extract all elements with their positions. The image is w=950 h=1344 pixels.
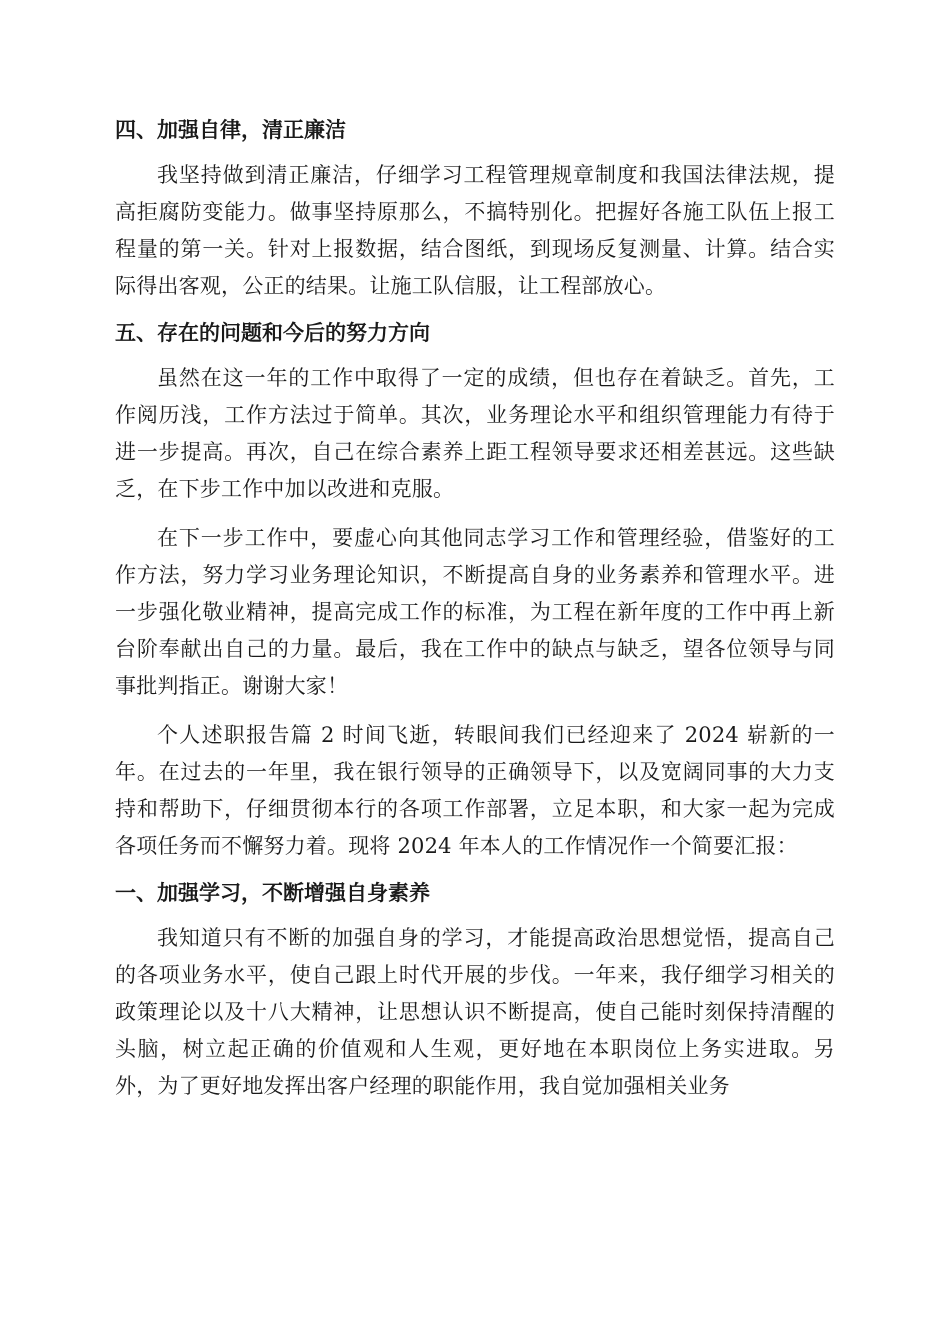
section-heading-4: 四、加强自律，清正廉洁: [115, 118, 346, 142]
paragraph-integrity: 我坚持做到清正廉洁，仔细学习工程管理规章制度和我国法律法规，提高拒腐防变能力。做事坚持原那么，不搞特别化。把握好各施工队伍上报工程量的第一关。针对上报数据，结合图纸，到现场反复测量、计算。结合实际得出客观，公正的结果。让施工队信服，让工程部放心。: [115, 163, 835, 298]
paragraph-report-2-intro: 个人述职报告篇 2 时间飞逝，转眼间我们已经迎来了 2024 崭新的一年。在过去的一年里，我在银行领导的正确领导下，以及宽阔同事的大力支持和帮助下，仔细贯彻本行的各项工作部署，立足本职，和大家一起为完成各项任务而不懈努力着。现将 2024 年本人的工作情况作一个简要汇报：: [115, 723, 835, 858]
paragraph-learning: 我知道只有不断的加强自身的学习，才能提高政治思想觉悟，提高自己的各项业务水平，使自己跟上时代开展的步伐。一年来，我仔细学习相关的政策理论以及十八大精神，让思想认识不断提高，使自己能时刻保持清醒的头脑，树立起正确的价值观和人生观，更好地在本职岗位上务实进取。另外，为了更好地发挥出客户经理的职能作用，我自觉加强相关业务: [115, 926, 835, 1098]
document-page: [115, 110, 835, 1105]
paragraph-future-direction: 在下一步工作中，要虚心向其他同志学习工作和管理经验，借鉴好的工作方法，努力学习业务理论知识，不断提高自身的业务素养和管理水平。进一步强化敬业精神，提高完成工作的标准，为工程在新年度的工作中再上新台阶奉献出自己的力量。最后，我在工作中的缺点与缺乏，望各位领导与同事批判指正。谢谢大家！: [115, 526, 835, 698]
section-heading-5: 五、存在的问题和今后的努力方向: [115, 321, 430, 345]
section-heading-report2-1: 一、加强学习，不断增强自身素养: [115, 881, 430, 905]
paragraph-problems: 虽然在这一年的工作中取得了一定的成绩，但也存在着缺乏。首先，工作阅历浅，工作方法过于简单。其次，业务理论水平和组织管理能力有待于进一步提高。再次，自己在综合素养上距工程领导要求还相差甚远。这些缺乏，在下步工作中加以改进和克服。: [115, 366, 835, 501]
